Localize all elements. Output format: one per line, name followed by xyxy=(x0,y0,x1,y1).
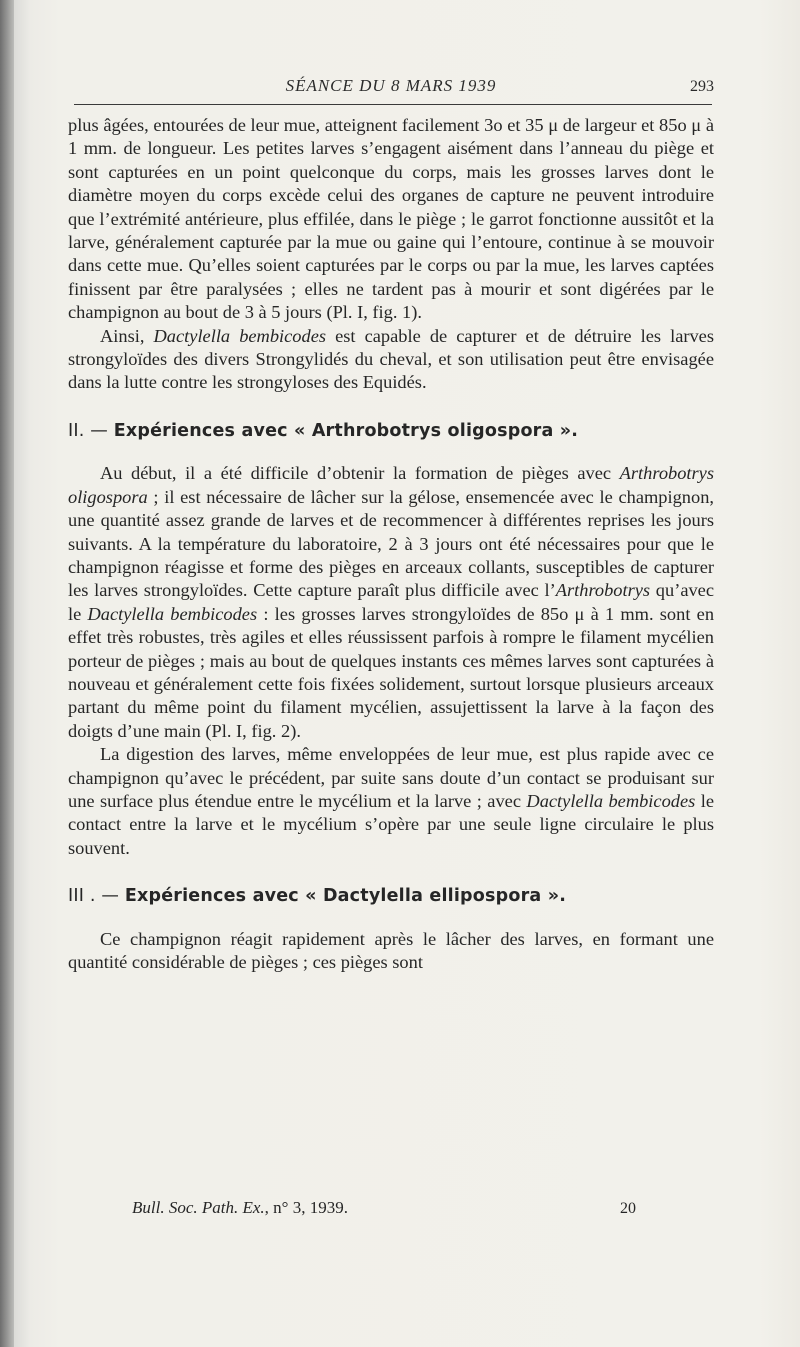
paragraph-4-rest: le contact entre la larve et le mycélium s’opère par une seule ligne circulaire le plus souvent. xyxy=(68,790,714,858)
article-body xyxy=(68,114,714,974)
binding-shadow xyxy=(0,0,14,1347)
section-title: Expériences avec « Dactylella ellipospora ». xyxy=(124,886,567,907)
section-title: Expériences avec « Arthrobotrys oligospora ». xyxy=(113,420,579,441)
paragraph-2-rest: est capable de capturer et de détruire les larves strongyloïdes des divers Strongylidés du cheval, et son utilisation peut être envisagée dans la lutte contre les strongyloses des Equidés. xyxy=(68,325,714,393)
spacer xyxy=(68,443,714,462)
paragraph-2-start: Ainsi, xyxy=(100,325,154,346)
paragraph-5: Ce champignon réagit rapidement après le lâcher des larves, en formant une quantité considérable de pièges ; ces pièges sont xyxy=(68,928,714,972)
journal-citation xyxy=(132,1198,348,1218)
paragraph-3-rest: : les grosses larves strongyloïdes de 85o μ à 1 mm. sont en effet très robustes, très agiles et elles réussissent parfois à rompre le filament mycélien porteur de pièges ; mais au bout de quelques instants ces mêmes larves sont capturées à nouveau et généralement cette fois fixées solidement, surtout lorsque plusieurs arceaux partant du même point du filament mycélien, assujettissent la larve à la façon des doigts d’une main (Pl. I, fig. 2). xyxy=(68,603,715,741)
spacer xyxy=(68,909,714,928)
section-heading-2 xyxy=(68,420,714,443)
page-number: 293 xyxy=(690,78,714,95)
spacer xyxy=(68,860,714,885)
header-rule xyxy=(74,104,712,105)
paragraph-3-start: Au début, il a été difficile d’obtenir la formation de pièges avec xyxy=(100,463,620,484)
paragraph-3-part: ; il est nécessaire de lâcher sur la gélose, ensemencée avec le champignon, une quantité assez grande de larves et de recommencer à différentes reprises les jours suivants. A la température du laboratoire, 2 à 3 jours ont été nécessaires pour que le champignon réagisse et forme des pièges en arceaux collants, susceptibles de capturer les larves strongyloïdes. Cette capture paraît plus difficile avec l’ xyxy=(68,486,714,601)
journal-name: Bull. Soc. Path. Ex. xyxy=(132,1198,265,1217)
running-head: SÉANCE DU 8 MARS 1939 xyxy=(285,76,497,95)
species-name: Dactylella bembicodes xyxy=(526,790,696,811)
section-heading-3 xyxy=(68,885,714,908)
section-number: III . — xyxy=(68,886,125,907)
paragraph-1: plus âgées, entourées de leur mue, atteignent facilement 3o et 35 μ de largeur et 85o μ à 1 mm. de longueur. Les petites larves s’engagent aisément dans l’anneau du piège et sont capturées en un point quelconque du corps, mais les grosses larves dont le diamètre moyen du corps excède celui des organes de capture ne peuvent introduire que l’extrémité antérieure, plus effilée, dans le piège ; le garrot fonctionne aussitôt et la larve, généralement capturée par la mue ou gaine qui l’entoure, continue à se mouvoir dans cette mue. Qu’elles soient capturées par le corps ou par la mue, les larves captées finissent par être paralysées ; elles ne tardent pas à mourir et sont digérées par le champignon au bout de 3 à 5 jours (Pl. I, fig. 1). xyxy=(68,115,714,323)
species-name: Dactylella bembicodes xyxy=(87,603,258,624)
signature-mark: 20 xyxy=(620,1200,636,1217)
paragraph-2 xyxy=(68,325,714,395)
paragraph-3 xyxy=(68,462,714,743)
page-footer xyxy=(68,1198,714,1222)
section-number: II. — xyxy=(68,420,114,441)
page-header xyxy=(68,74,714,100)
paragraph-3-part: qu’avec le xyxy=(68,580,715,624)
journal-issue: , n° 3, 1939. xyxy=(264,1198,348,1217)
paragraph-4-start: La digestion des larves, même enveloppées de leur mue, est plus rapide avec ce champignon qu’avec le précédent, par suite sans doute d’un contact se produisant sur une surface plus étendue entre le mycélium et la larve ; avec xyxy=(68,744,714,811)
species-name: Arthrobotrys xyxy=(555,580,651,601)
paragraph-4 xyxy=(68,743,714,860)
species-name: Dactylella bembicodes xyxy=(153,325,327,346)
species-name: Arthrobotrys oligospora xyxy=(68,463,714,507)
spacer xyxy=(68,395,714,420)
